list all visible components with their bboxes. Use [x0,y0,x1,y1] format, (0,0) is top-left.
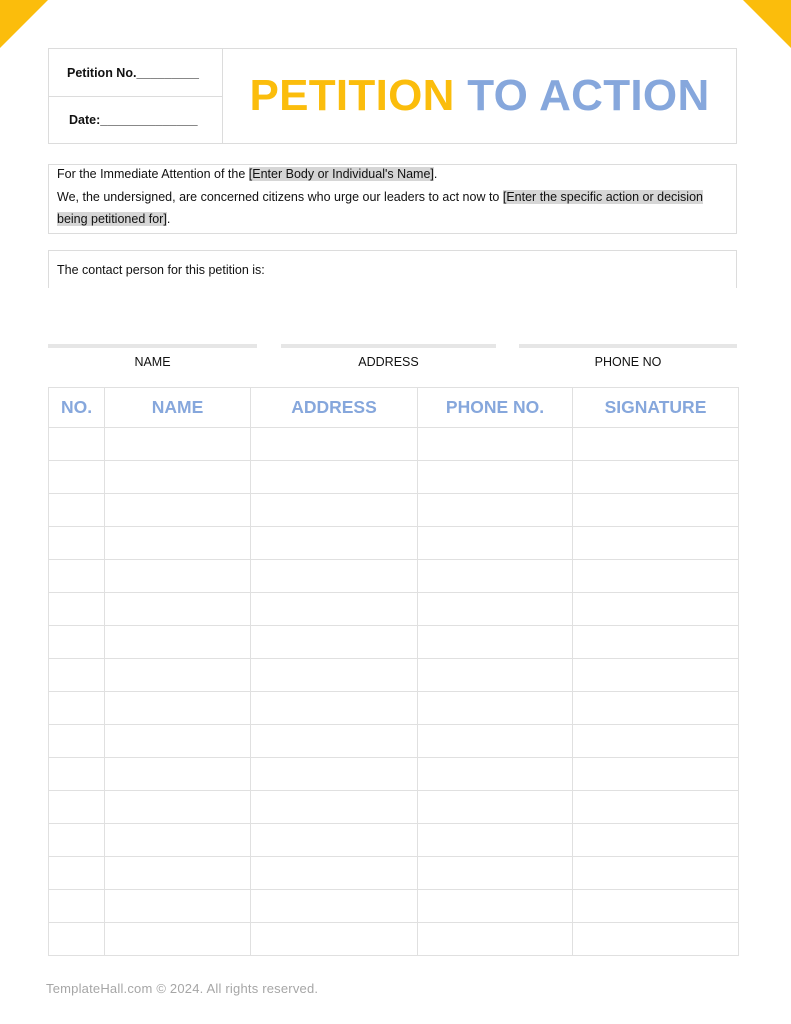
contact-box [48,250,737,288]
table-row [49,527,739,560]
column-header-no: NO. [49,388,105,428]
cell-no[interactable] [49,725,105,758]
cell-address[interactable] [251,560,418,593]
cell-signature[interactable] [573,659,739,692]
cell-no[interactable] [49,857,105,890]
table-row [49,626,739,659]
cell-phone[interactable] [418,659,573,692]
intro-line-1-prefix: For the Immediate Attention of the [57,167,249,181]
cell-signature[interactable] [573,725,739,758]
cell-address[interactable] [251,857,418,890]
cell-address[interactable] [251,824,418,857]
cell-phone[interactable] [418,692,573,725]
cell-address[interactable] [251,659,418,692]
cell-signature[interactable] [573,923,739,956]
table-row [49,461,739,494]
cell-no[interactable] [49,494,105,527]
cell-signature[interactable] [573,626,739,659]
cell-no[interactable] [49,890,105,923]
cell-signature[interactable] [573,890,739,923]
page-title [223,49,736,143]
signature-table-body [49,428,739,956]
cell-no[interactable] [49,527,105,560]
cell-address[interactable] [251,593,418,626]
cell-name[interactable] [105,923,251,956]
cell-phone[interactable] [418,527,573,560]
contact-name-label: NAME [134,355,171,369]
intro-line-1 [57,163,724,186]
cell-signature[interactable] [573,527,739,560]
cell-no[interactable] [49,593,105,626]
cell-no[interactable] [49,758,105,791]
cell-address[interactable] [251,461,418,494]
cell-name[interactable] [105,527,251,560]
cell-phone[interactable] [418,626,573,659]
table-row [49,494,739,527]
cell-no[interactable] [49,659,105,692]
body-name-placeholder[interactable]: [Enter Body or Individual's Name] [248,167,434,181]
cell-name[interactable] [105,659,251,692]
contact-text: The contact person for this petition is: [57,263,265,277]
intro-line-3 [57,208,724,231]
cell-name[interactable] [105,791,251,824]
petition-no-label: Petition No._________ [67,66,200,80]
title-part-1: PETITION [249,71,455,120]
cell-name[interactable] [105,593,251,626]
corner-decoration-left [0,0,48,48]
date-field[interactable] [49,97,222,144]
cell-name[interactable] [105,692,251,725]
table-row [49,791,739,824]
cell-phone[interactable] [418,560,573,593]
table-header-row [49,388,739,428]
cell-no[interactable] [49,428,105,461]
cell-signature[interactable] [573,560,739,593]
cell-signature[interactable] [573,494,739,527]
table-row [49,593,739,626]
cell-phone[interactable] [418,725,573,758]
footer-copyright: TemplateHall.com © 2024. All rights reserved. [46,981,319,996]
cell-phone[interactable] [418,461,573,494]
cell-signature[interactable] [573,428,739,461]
cell-phone[interactable] [418,890,573,923]
cell-phone[interactable] [418,758,573,791]
table-row [49,692,739,725]
cell-name[interactable] [105,824,251,857]
table-row [49,560,739,593]
contact-name-line[interactable] [48,344,257,348]
cell-name[interactable] [105,857,251,890]
column-header-address: ADDRESS [251,388,418,428]
cell-no[interactable] [49,461,105,494]
table-row [49,758,739,791]
petition-no-field[interactable] [49,49,222,97]
cell-no[interactable] [49,824,105,857]
contact-address-label: ADDRESS [358,355,419,369]
cell-name[interactable] [105,461,251,494]
header-fields [49,49,223,143]
signature-table [48,387,739,956]
cell-name[interactable] [105,428,251,461]
cell-no[interactable] [49,560,105,593]
contact-phone-line[interactable] [519,344,737,348]
column-header-signature: SIGNATURE [573,388,739,428]
header-box [48,48,737,144]
table-row [49,890,739,923]
cell-name[interactable] [105,725,251,758]
title-part-2: TO ACTION [467,71,710,120]
cell-phone[interactable] [418,923,573,956]
table-row [49,725,739,758]
cell-signature[interactable] [573,692,739,725]
cell-address[interactable] [251,692,418,725]
table-row [49,428,739,461]
table-row [49,659,739,692]
cell-name[interactable] [105,758,251,791]
table-row [49,824,739,857]
cell-signature[interactable] [573,857,739,890]
cell-address[interactable] [251,428,418,461]
column-header-name: NAME [105,388,251,428]
intro-line-2 [57,186,724,209]
cell-phone[interactable] [418,428,573,461]
cell-phone[interactable] [418,593,573,626]
corner-decoration-right [743,0,791,48]
table-row [49,857,739,890]
cell-name[interactable] [105,626,251,659]
cell-name[interactable] [105,890,251,923]
cell-phone[interactable] [418,494,573,527]
cell-phone[interactable] [418,791,573,824]
table-row [49,923,739,956]
cell-no[interactable] [49,923,105,956]
cell-no[interactable] [49,692,105,725]
date-label: Date:______________ [69,113,198,127]
cell-phone[interactable] [418,857,573,890]
cell-signature[interactable] [573,824,739,857]
cell-address[interactable] [251,758,418,791]
cell-address[interactable] [251,494,418,527]
cell-address[interactable] [251,527,418,560]
action-placeholder-a[interactable]: [Enter the specific action or decision [502,189,703,204]
column-header-phone: PHONE NO. [418,388,573,428]
cell-address[interactable] [251,626,418,659]
cell-no[interactable] [49,626,105,659]
cell-address[interactable] [251,725,418,758]
intro-box [48,164,737,234]
action-placeholder-b[interactable]: being petitioned for] [57,212,167,226]
contact-address-line[interactable] [281,344,496,348]
cell-no[interactable] [49,791,105,824]
cell-name[interactable] [105,494,251,527]
contact-phone-label: PHONE NO [594,355,662,369]
cell-address[interactable] [251,923,418,956]
intro-line-3-suffix: . [166,212,171,226]
cell-signature[interactable] [573,791,739,824]
cell-name[interactable] [105,560,251,593]
cell-signature[interactable] [573,758,739,791]
cell-phone[interactable] [418,824,573,857]
intro-line-1-suffix: . [433,167,438,181]
cell-address[interactable] [251,890,418,923]
cell-signature[interactable] [573,593,739,626]
intro-line-2-prefix: We, the undersigned, are concerned citizens who urge our leaders to act now to [57,189,503,204]
cell-address[interactable] [251,791,418,824]
cell-signature[interactable] [573,461,739,494]
